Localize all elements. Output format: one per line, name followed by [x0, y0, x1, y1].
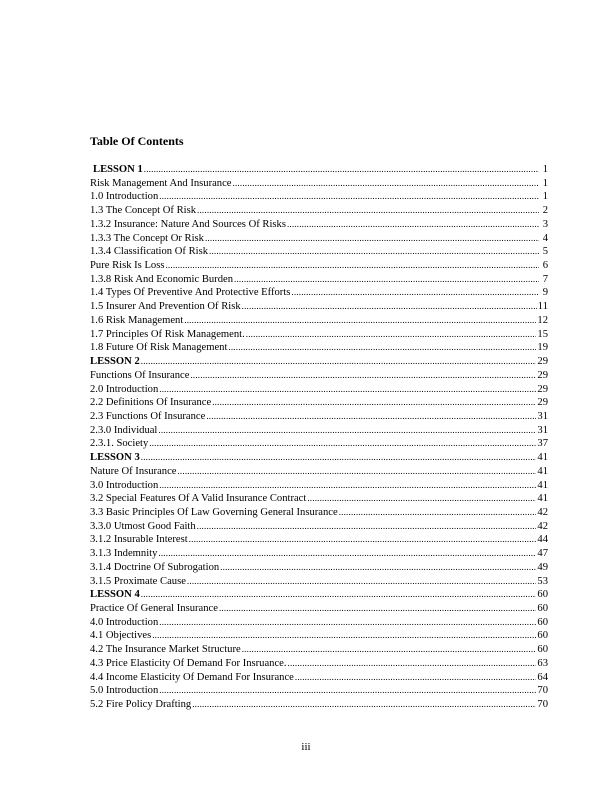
toc-entry-label: 1.5 Insurer And Prevention Of Risk — [90, 301, 241, 313]
dot-leader — [158, 547, 536, 561]
toc-entry-label: 2.2 Definitions Of Insurance — [90, 397, 212, 409]
toc-entry[interactable] — [90, 547, 548, 561]
toc-entry-label: 4.4 Income Elasticity Of Demand For Insurance — [90, 671, 294, 683]
toc-entry-page-number: 4 — [542, 232, 548, 244]
toc-entry-page-number: 41 — [537, 465, 548, 477]
toc-entry[interactable] — [90, 643, 548, 657]
toc-entry[interactable] — [90, 506, 548, 520]
page-title: Table Of Contents — [90, 134, 184, 148]
toc-entry-label: 1.7 Principles Of Risk Management. — [90, 328, 245, 340]
dot-leader — [307, 492, 536, 506]
toc-entry-label: LESSON 2 — [90, 356, 140, 368]
dot-leader — [141, 588, 537, 602]
toc-entry-page-number: 63 — [537, 657, 548, 669]
toc-entry-page-number: 1 — [542, 164, 548, 175]
dot-leader — [192, 698, 536, 712]
toc-entry-page-number: 3 — [542, 218, 548, 230]
toc-entry[interactable] — [90, 328, 548, 342]
toc-entry-label: 5.2 Fire Policy Drafting — [90, 699, 192, 711]
toc-entry[interactable] — [90, 492, 548, 506]
dot-leader — [206, 410, 536, 424]
toc-entry-page-number: 29 — [537, 356, 548, 368]
toc-entry-label: 5.0 Introduction — [90, 685, 159, 697]
toc-entry-page-number: 41 — [537, 493, 548, 505]
toc-entry-label: 3.1.3 Indemnity — [90, 548, 158, 560]
toc-entry[interactable] — [90, 396, 548, 410]
dot-leader — [159, 616, 536, 630]
toc-entry-label: Practice Of General Insurance — [90, 603, 218, 614]
dot-leader — [165, 259, 539, 273]
dot-leader — [212, 396, 536, 410]
dot-leader — [220, 561, 536, 575]
toc-lesson-entry[interactable] — [90, 588, 548, 602]
toc-entry-page-number: 11 — [537, 301, 548, 313]
dot-leader — [234, 273, 539, 287]
dot-leader — [159, 684, 536, 698]
dot-leader — [295, 671, 537, 685]
toc-entry-label: Pure Risk Is Loss — [90, 260, 165, 272]
toc-entry[interactable] — [90, 437, 548, 451]
toc-entry-page-number: 6 — [542, 260, 548, 272]
page-number: iii — [301, 741, 311, 753]
toc-entry-label: 3.1.5 Proximate Cause — [90, 575, 186, 587]
dot-leader — [242, 643, 537, 657]
dot-leader — [339, 506, 537, 520]
toc-entry-page-number: 44 — [537, 534, 548, 546]
toc-lesson-entry[interactable] — [90, 163, 548, 177]
toc-entry-page-number: 60 — [537, 603, 548, 614]
dot-leader — [177, 465, 536, 479]
toc-entry-page-number: 1 — [542, 177, 548, 189]
toc-entry[interactable] — [90, 300, 548, 314]
toc-entry[interactable] — [90, 204, 548, 218]
toc-entry-page-number: 41 — [537, 452, 548, 464]
dot-leader — [190, 369, 536, 383]
toc-entry[interactable] — [90, 369, 548, 383]
toc-entry[interactable] — [90, 575, 548, 589]
toc-entry-label: 1.3.4 Classification Of Risk — [90, 246, 208, 258]
toc-entry[interactable] — [90, 341, 548, 355]
toc-entry[interactable] — [90, 286, 548, 300]
toc-entry[interactable] — [90, 684, 548, 698]
toc-entry-page-number: 60 — [537, 630, 548, 642]
toc-entry-page-number: 60 — [537, 589, 548, 601]
toc-entry-page-number: 29 — [537, 383, 548, 395]
toc-entry-label: 2.3.0 Individual — [90, 424, 158, 436]
table-of-contents — [90, 163, 548, 712]
dot-leader — [141, 355, 537, 369]
toc-entry-page-number: 60 — [537, 616, 548, 628]
toc-entry-label: LESSON 1 — [93, 164, 143, 175]
toc-entry-page-number: 53 — [537, 575, 548, 587]
toc-entry[interactable] — [90, 190, 548, 204]
toc-entry[interactable] — [90, 424, 548, 438]
dot-leader — [159, 190, 539, 204]
toc-entry-page-number: 64 — [537, 671, 548, 683]
toc-entry[interactable] — [90, 383, 548, 397]
toc-entry-page-number: 29 — [537, 369, 548, 381]
dot-leader — [149, 437, 536, 451]
dot-leader — [246, 328, 537, 342]
toc-entry[interactable] — [90, 479, 548, 493]
toc-entry[interactable] — [90, 314, 548, 328]
toc-entry-page-number: 9 — [542, 287, 548, 299]
dot-leader — [228, 341, 536, 355]
toc-entry-page-number: 15 — [537, 328, 548, 340]
toc-entry[interactable] — [90, 629, 548, 643]
toc-entry-page-number: 42 — [537, 506, 548, 518]
toc-entry-label: 1.0 Introduction — [90, 191, 159, 203]
toc-entry-page-number: 29 — [537, 397, 548, 409]
toc-entry-page-number: 37 — [537, 438, 548, 450]
toc-entry[interactable] — [90, 698, 548, 712]
toc-lesson-entry[interactable] — [90, 355, 548, 369]
toc-entry-label: 3.3.0 Utmost Good Faith — [90, 520, 196, 532]
toc-entry-label: LESSON 4 — [90, 589, 140, 601]
dot-leader — [184, 314, 536, 328]
dot-leader — [189, 533, 537, 547]
toc-entry-page-number: 70 — [537, 699, 548, 711]
toc-entry-page-number: 31 — [537, 424, 548, 436]
toc-entry-label: 4.3 Price Elasticity Of Demand For Insruance. — [90, 657, 287, 669]
toc-entry[interactable] — [90, 259, 548, 273]
dot-leader — [152, 629, 536, 643]
toc-entry-page-number: 42 — [537, 520, 548, 532]
toc-entry-page-number: 5 — [542, 246, 548, 258]
toc-entry[interactable] — [90, 561, 548, 575]
dot-leader — [144, 163, 539, 177]
toc-entry-label: 1.3.2 Insurance: Nature And Sources Of Risks — [90, 218, 286, 230]
toc-entry-label: 3.1.4 Doctrine Of Subrogation — [90, 561, 220, 573]
toc-entry-page-number: 60 — [537, 644, 548, 656]
toc-entry-label: LESSON 3 — [90, 452, 140, 464]
toc-entry[interactable] — [90, 671, 548, 685]
toc-entry-label: Functions Of Insurance — [90, 369, 190, 381]
toc-entry-label: 4.2 The Insurance Market Structure — [90, 644, 241, 656]
dot-leader — [158, 424, 536, 438]
toc-entry[interactable] — [90, 533, 548, 547]
dot-leader — [219, 602, 536, 616]
toc-entry-page-number: 31 — [537, 410, 548, 422]
dot-leader — [159, 479, 536, 493]
dot-leader — [205, 232, 539, 246]
toc-entry-page-number: 49 — [537, 561, 548, 573]
dot-leader — [197, 204, 539, 218]
toc-entry[interactable] — [90, 657, 548, 671]
toc-entry-page-number: 70 — [537, 685, 548, 697]
toc-entry-page-number: 2 — [542, 205, 548, 217]
toc-entry-label: 3.3 Basic Principles Of Law Governing General Insurance — [90, 506, 338, 518]
toc-entry-page-number: 1 — [542, 191, 548, 203]
dot-leader — [288, 657, 537, 671]
toc-entry-label: 3.0 Introduction — [90, 479, 159, 491]
toc-entry[interactable] — [90, 245, 548, 259]
dot-leader — [141, 451, 537, 465]
toc-entry[interactable] — [90, 218, 548, 232]
toc-entry[interactable] — [90, 616, 548, 630]
toc-entry-page-number: 12 — [537, 314, 548, 326]
toc-entry-label: 2.3.1. Society — [90, 438, 149, 450]
toc-entry-page-number: 41 — [537, 479, 548, 491]
toc-entry-label: Nature Of Insurance — [90, 465, 177, 477]
dot-leader — [187, 575, 536, 589]
toc-entry-label: 3.1.2 Insurable Interest — [90, 534, 188, 546]
toc-entry-page-number: 47 — [537, 548, 548, 560]
toc-entry[interactable] — [90, 465, 548, 479]
toc-entry-label: Risk Management And Insurance — [90, 177, 232, 189]
dot-leader — [209, 245, 539, 259]
toc-entry-label: 1.3 The Concept Of Risk — [90, 205, 197, 217]
toc-entry[interactable] — [90, 602, 548, 616]
toc-entry[interactable] — [90, 410, 548, 424]
toc-entry[interactable] — [90, 273, 548, 287]
toc-entry-label: 1.8 Future Of Risk Management — [90, 342, 228, 354]
dot-leader — [291, 286, 539, 300]
toc-entry-label: 4.0 Introduction — [90, 616, 159, 628]
toc-entry[interactable] — [90, 177, 548, 191]
toc-entry-label: 1.6 Risk Management — [90, 314, 184, 326]
toc-entry-label: 2.0 Introduction — [90, 383, 159, 395]
dot-leader — [287, 218, 539, 232]
toc-entry-label: 1.3.3 The Concept Or Risk — [90, 232, 204, 244]
toc-entry-label: 2.3 Functions Of Insurance — [90, 410, 206, 422]
dot-leader — [197, 520, 537, 534]
toc-entry[interactable] — [90, 520, 548, 534]
toc-entry-label: 4.1 Objectives — [90, 630, 152, 642]
toc-entry-page-number: 7 — [542, 273, 548, 285]
dot-leader — [159, 383, 536, 397]
dot-leader — [242, 300, 537, 314]
toc-lesson-entry[interactable] — [90, 451, 548, 465]
toc-entry-page-number: 19 — [537, 342, 548, 354]
toc-entry-label: 3.2 Special Features Of A Valid Insurance Contract — [90, 493, 307, 505]
toc-entry-label: 1.3.8 Risk And Economic Burden — [90, 273, 234, 285]
toc-entry-label: 1.4 Types Of Preventive And Protective Efforts — [90, 287, 291, 299]
toc-entry[interactable] — [90, 232, 548, 246]
dot-leader — [233, 177, 539, 191]
